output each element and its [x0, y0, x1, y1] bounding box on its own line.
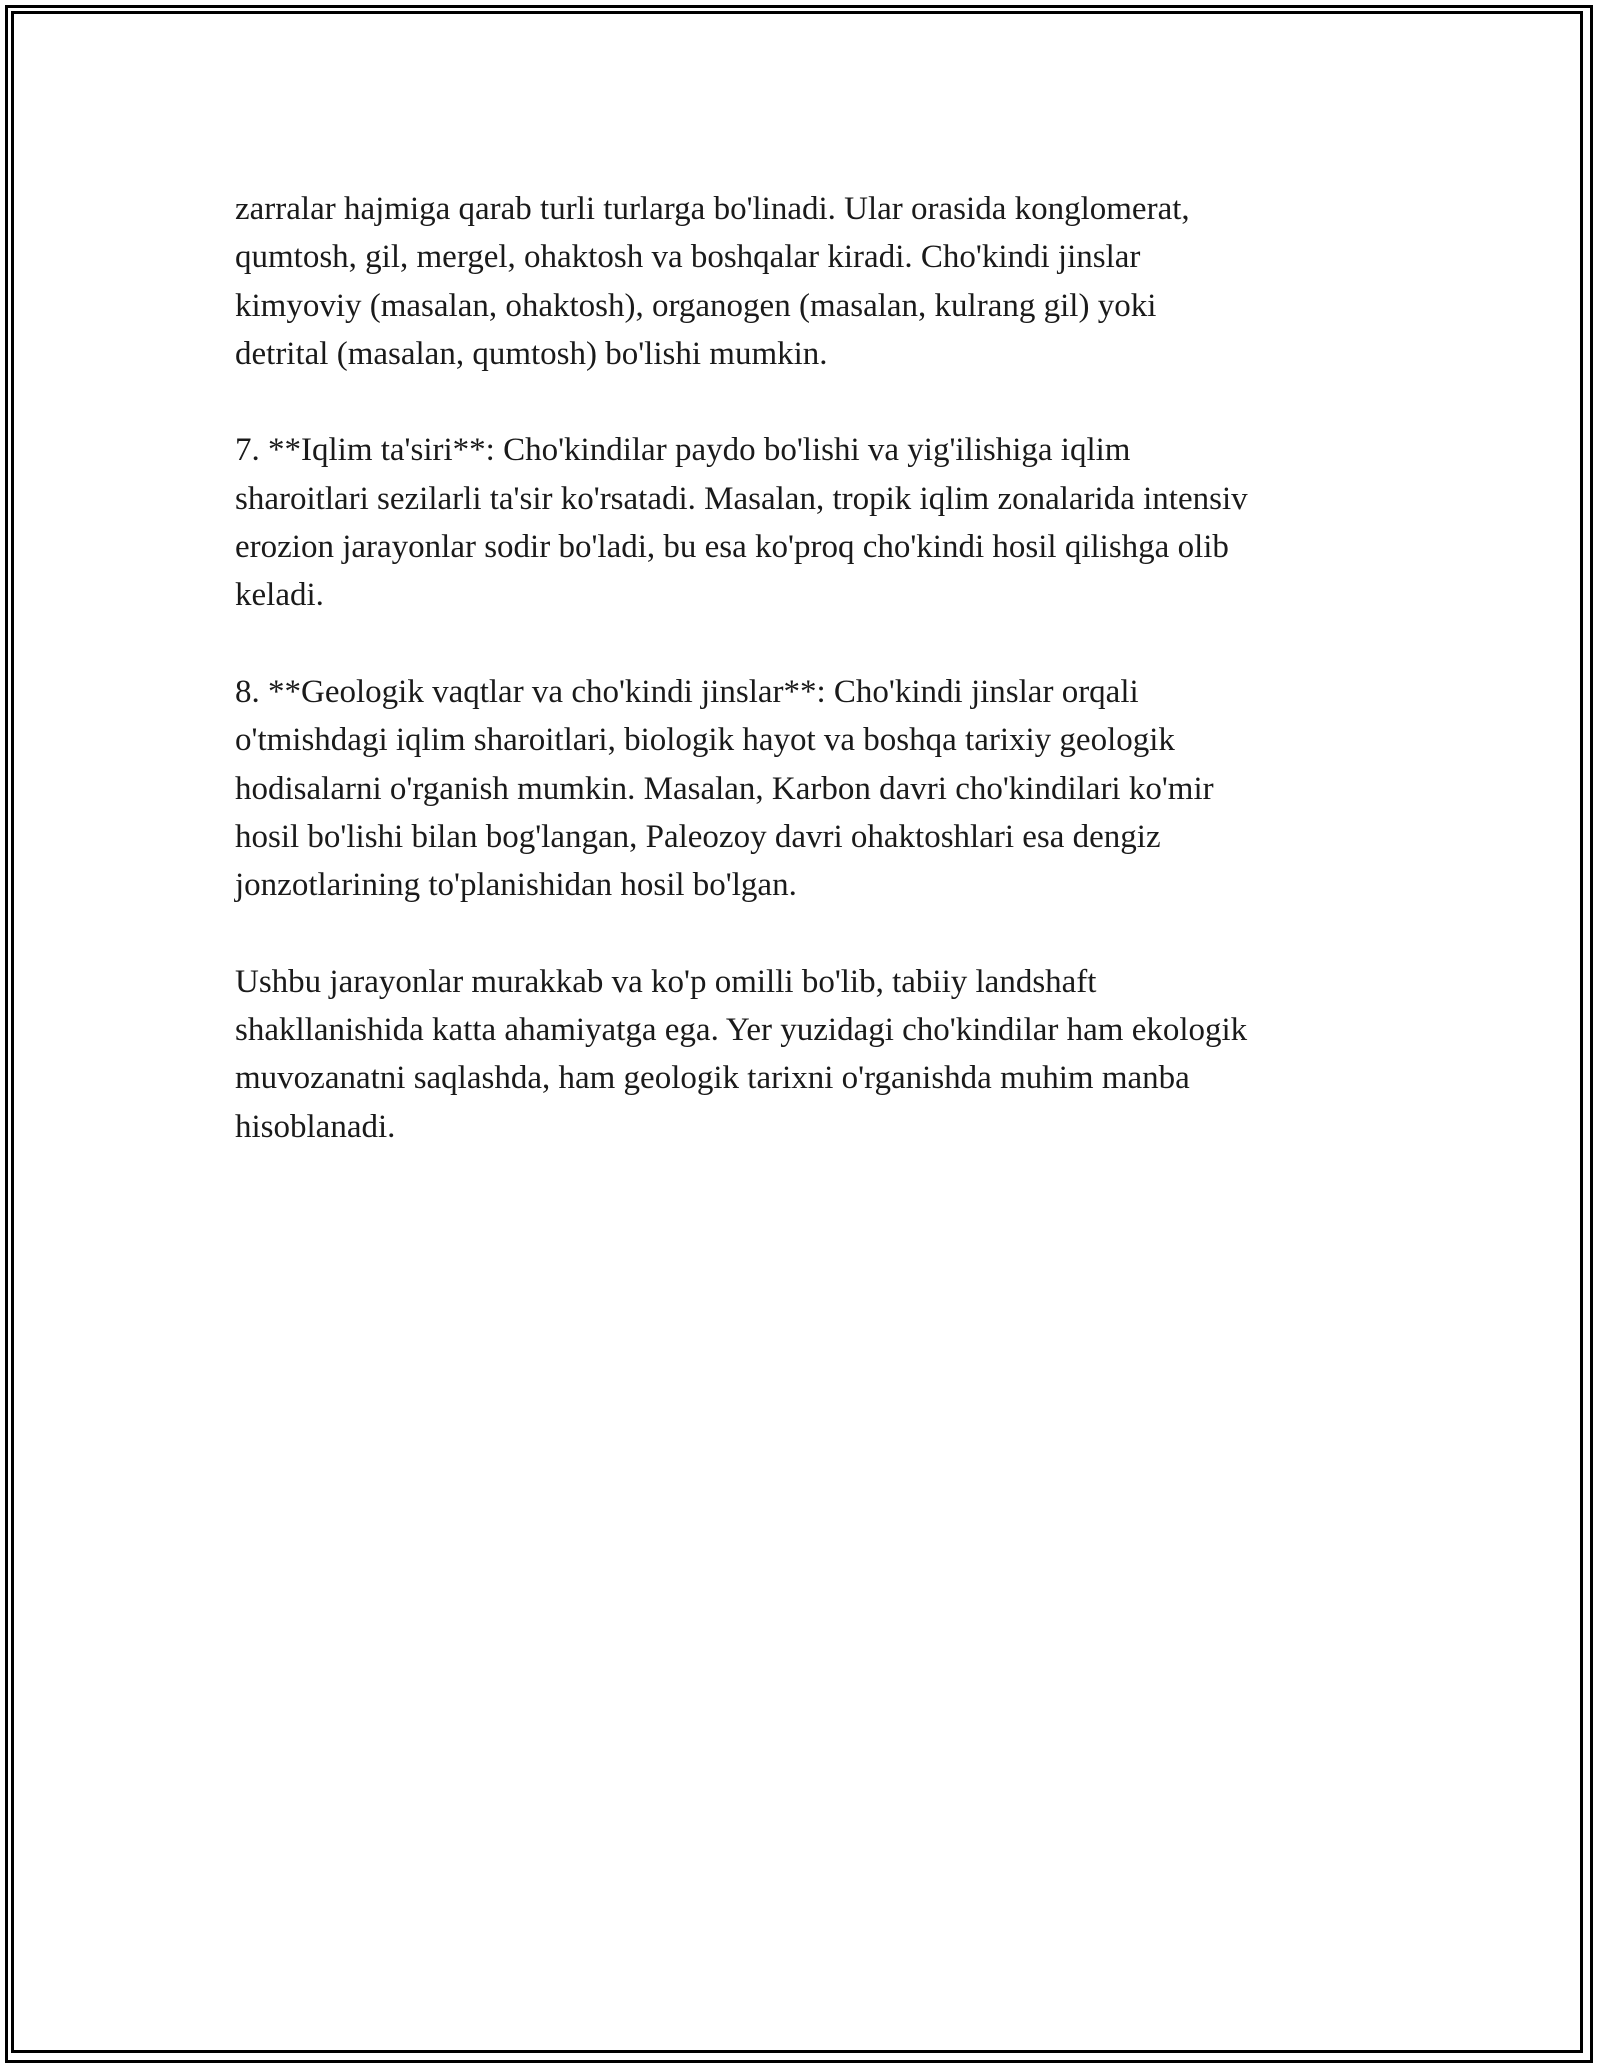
text-line: kimyoviy (masalan, ohaktosh), organogen (masalan, kulrang gil) yoki — [235, 287, 1157, 324]
text-line: shakllanishida katta ahamiyatga ega. Yer yuzidagi cho'kindilar ham ekologik — [235, 1012, 1248, 1049]
text-line: Ushbu jarayonlar murakkab va ko'p omilli bo'lib, tabiiy landshaft — [235, 963, 1097, 1000]
paragraph-sedimentary-rock-types — [235, 185, 1395, 378]
paragraph-geologic-time — [235, 668, 1395, 909]
text-line: sharoitlari sezilarli ta'sir ko'rsatadi. Masalan, tropik iqlim zonalarida intensiv — [235, 480, 1248, 517]
text-line: 8. **Geologik vaqtlar va cho'kindi jinslar**: Cho'kindi jinslar orqali — [235, 673, 1139, 710]
paragraph-climate-influence — [235, 426, 1395, 619]
paragraph-conclusion — [235, 958, 1395, 1151]
text-line: muvozanatni saqlashda, ham geologik tarixni o'rganishda muhim manba — [235, 1060, 1190, 1097]
text-line: keladi. — [235, 577, 324, 614]
text-line: zarralar hajmiga qarab turli turlarga bo'linadi. Ular orasida konglomerat, — [235, 191, 1190, 227]
text-line: erozion jarayonlar sodir bo'ladi, bu esa ko'proq cho'kindi hosil qilishga olib — [235, 529, 1229, 566]
document-body — [235, 185, 1395, 1199]
text-line: 7. **Iqlim ta'siri**: Cho'kindilar paydo bo'lishi va yig'ilishiga iqlim — [235, 432, 1131, 469]
text-line: hodisalarni o'rganish mumkin. Masalan, Karbon davri cho'kindilari ko'mir — [235, 770, 1214, 807]
text-line: jonzotlarining to'planishidan hosil bo'lgan. — [235, 867, 797, 904]
text-line: o'tmishdagi iqlim sharoitlari, biologik hayot va boshqa tarixiy geologik — [235, 722, 1175, 759]
text-line: qumtosh, gil, mergel, ohaktosh va boshqalar kiradi. Cho'kindi jinslar — [235, 239, 1141, 276]
text-line: hisoblanadi. — [235, 1108, 396, 1145]
text-line: detrital (masalan, qumtosh) bo'lishi mumkin. — [235, 335, 828, 372]
text-line: hosil bo'lishi bilan bog'langan, Paleozoy davri ohaktoshlari esa dengiz — [235, 818, 1161, 855]
